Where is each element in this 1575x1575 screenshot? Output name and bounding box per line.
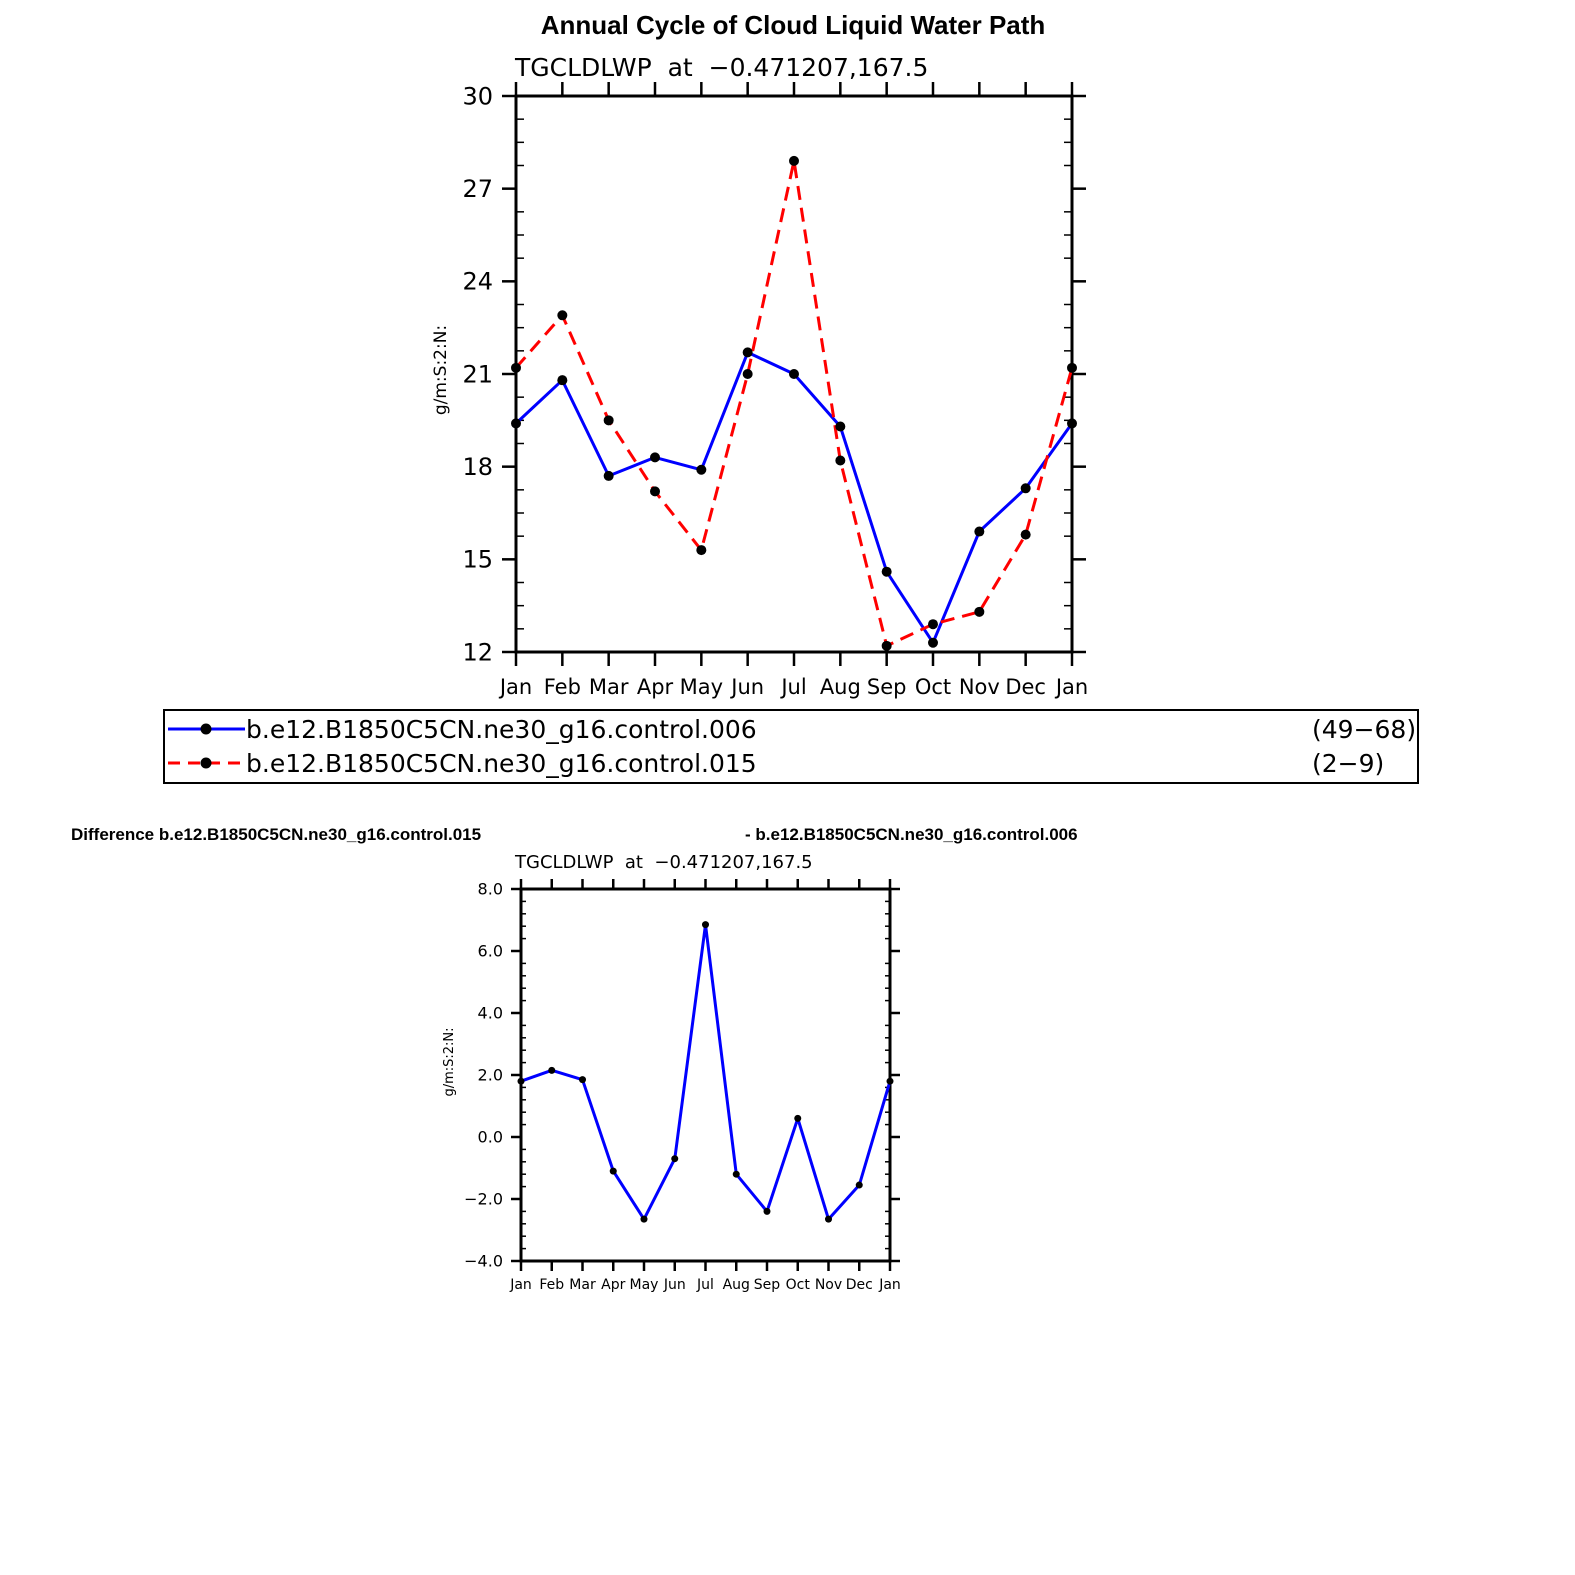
series-1-point [928, 638, 938, 648]
x-tick-label: Jan [1055, 675, 1089, 699]
series-1-point [974, 527, 984, 537]
series-1-point [548, 1067, 555, 1074]
y-tick-label: 12 [462, 638, 493, 667]
legend-marker-series-1 [201, 724, 212, 735]
chart1-ticks [462, 82, 1088, 699]
x-tick-label: Apr [601, 1277, 626, 1293]
plot-frame [521, 889, 890, 1261]
series-1-point [696, 465, 706, 475]
x-tick-label: Feb [543, 675, 581, 699]
y-tick-label: 0.0 [477, 1127, 503, 1147]
x-tick-label: Aug [819, 675, 861, 699]
annual-cycle-chart [431, 53, 1088, 699]
series-2-point [511, 363, 521, 373]
x-tick-label: May [679, 675, 724, 699]
chart2-subtitle: TGCLDLWP at −0.471207,167.5 [515, 852, 813, 873]
y-tick-label: 24 [462, 267, 493, 296]
chart2-header-right: - b.e12.B1850C5CN.ne30_g16.control.006 [745, 825, 1078, 844]
x-tick-label: Jan [510, 1277, 532, 1293]
x-tick-label: Jul [781, 675, 807, 699]
legend [164, 710, 1418, 783]
series-1-point [825, 1216, 832, 1223]
x-tick-label: Jan [499, 675, 533, 699]
legend-label-series-2: b.e12.B1850C5CN.ne30_g16.control.015 [246, 749, 757, 778]
series-2-point [928, 619, 938, 629]
y-tick-label: −2.0 [464, 1189, 503, 1209]
series-1-point [743, 347, 753, 357]
series-1-point [610, 1168, 617, 1175]
difference-chart [71, 825, 1078, 1293]
y-tick-label: 2.0 [477, 1065, 503, 1085]
series-1-point [1021, 483, 1031, 493]
x-tick-label: Mar [569, 1277, 596, 1293]
chart2-header-left: Difference b.e12.B1850C5CN.ne30_g16.control.015 [71, 825, 482, 844]
series-2-point [835, 455, 845, 465]
series-1-point [671, 1155, 678, 1162]
series-1-point [604, 471, 614, 481]
series-1-point [641, 1216, 648, 1223]
series-2-point [1067, 363, 1077, 373]
y-tick-label: 27 [462, 175, 493, 204]
x-tick-label: Nov [958, 675, 1000, 699]
y-tick-label: 8.0 [477, 879, 503, 899]
series-2-point [650, 486, 660, 496]
x-tick-label: Apr [636, 675, 674, 699]
series-line-2 [516, 161, 1072, 646]
series-1-point [1067, 418, 1077, 428]
series-2-point [696, 545, 706, 555]
y-tick-label: 18 [462, 453, 493, 482]
series-2-point [789, 156, 799, 166]
legend-label-series-1: b.e12.B1850C5CN.ne30_g16.control.006 [246, 715, 757, 744]
legend-years-series-2: (2−9) [1312, 749, 1385, 778]
main-title: Annual Cycle of Cloud Liquid Water Path [540, 10, 1046, 40]
series-1-point [764, 1208, 771, 1215]
y-tick-label: 6.0 [477, 941, 503, 961]
chart2-series [518, 921, 894, 1223]
series-2-point [882, 641, 892, 651]
x-tick-label: Jun [731, 675, 765, 699]
x-tick-label: Oct [785, 1277, 810, 1293]
series-1-point [518, 1078, 525, 1085]
x-tick-label: Jul [697, 1277, 714, 1293]
legend-marker-series-2 [201, 758, 212, 769]
series-1-point [579, 1076, 586, 1083]
series-1-point [835, 422, 845, 432]
x-tick-label: Mar [588, 675, 629, 699]
chart1-series [511, 156, 1077, 651]
x-tick-label: Nov [814, 1277, 843, 1293]
series-line-1 [521, 925, 890, 1219]
x-tick-label: Sep [866, 675, 907, 699]
x-tick-label: May [629, 1277, 659, 1293]
series-1-point [856, 1182, 863, 1189]
chart2-ticks [464, 879, 901, 1293]
series-1-point [887, 1078, 894, 1085]
y-tick-label: 21 [462, 360, 493, 389]
series-1-point [794, 1115, 801, 1122]
series-1-point [557, 375, 567, 385]
series-2-point [1021, 530, 1031, 540]
y-tick-label: 30 [462, 82, 493, 111]
x-tick-label: Aug [722, 1277, 750, 1293]
chart1-ylabel: g/m:S:2:N: [431, 324, 451, 416]
x-tick-label: Sep [753, 1277, 781, 1293]
series-1-point [789, 369, 799, 379]
series-1-point [511, 418, 521, 428]
x-tick-label: Dec [845, 1277, 873, 1293]
chart1-subtitle: TGCLDLWP at −0.471207,167.5 [515, 53, 929, 82]
x-tick-label: Jun [663, 1277, 686, 1293]
x-tick-label: Feb [539, 1277, 565, 1293]
y-tick-label: 15 [462, 545, 493, 574]
series-1-point [733, 1171, 740, 1178]
x-tick-label: Jan [879, 1277, 901, 1293]
x-tick-label: Oct [914, 675, 952, 699]
series-1-point [702, 921, 709, 928]
chart2-ylabel: g/m:S:2:N: [442, 1027, 457, 1097]
series-1-point [882, 567, 892, 577]
series-1-point [650, 452, 660, 462]
y-tick-label: 4.0 [477, 1003, 503, 1023]
series-2-point [604, 415, 614, 425]
legend-years-series-1: (49−68) [1312, 715, 1417, 744]
chart2-axes [521, 889, 890, 1261]
series-2-point [557, 310, 567, 320]
series-2-point [974, 607, 984, 617]
series-2-point [743, 369, 753, 379]
x-tick-label: Dec [1005, 675, 1046, 699]
y-tick-label: −4.0 [464, 1251, 503, 1271]
